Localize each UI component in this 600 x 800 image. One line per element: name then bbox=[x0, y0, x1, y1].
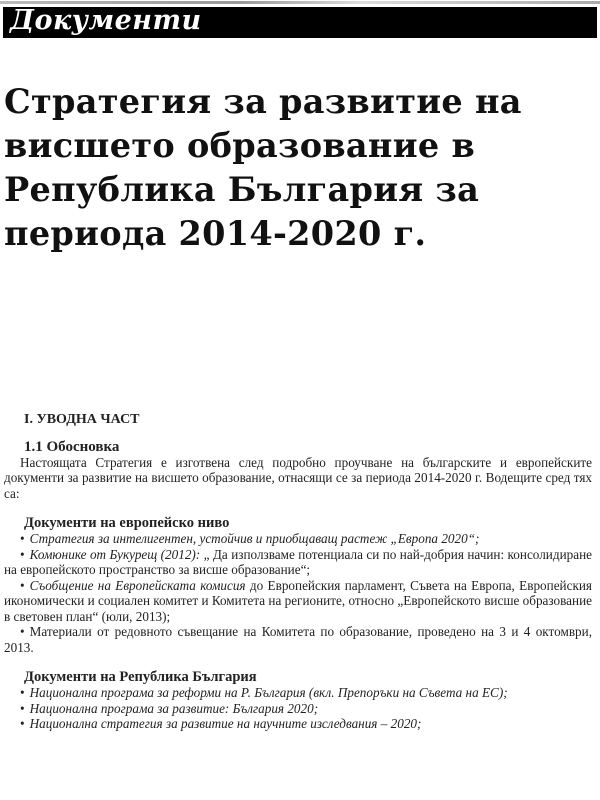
bulgarian-documents-heading: Документи на Република България bbox=[24, 669, 257, 685]
bullet-icon: • bbox=[20, 546, 25, 562]
bullet-icon: • bbox=[20, 624, 25, 639]
european-documents-heading: Документи на европейско ниво bbox=[24, 515, 230, 531]
list-item: • Съобщение на Европейската комисия до Европейския парламент, Съвета на Европа, Европейския икономически и социален комитет и Комитета на регионите, относно „Европейското висше образование в световен план“ (юли, 2013); bbox=[4, 577, 592, 624]
document-body bbox=[4, 412, 592, 732]
bullet-icon: • bbox=[20, 685, 25, 700]
top-rule bbox=[0, 1, 600, 4]
title-line: периода 2014-2020 г. bbox=[4, 214, 427, 253]
list-item: • Национална програма за развитие: България 2020; bbox=[20, 700, 319, 716]
list-item: • Национална стратегия за развитие на научните изследвания – 2020; bbox=[20, 716, 422, 731]
section-label: Документи bbox=[10, 5, 202, 36]
list-item: • Стратегия за интелигентен, устойчив и приобщаващ растеж „Европа 2020“; bbox=[20, 531, 480, 546]
bullet-icon: • bbox=[20, 531, 25, 546]
title-line: Република България за bbox=[4, 170, 480, 209]
subsection-heading: 1.1 Обосновка bbox=[24, 438, 120, 455]
intro-paragraph: Настоящата Стратегия е изготвена след подробно проучване на българските и европейските документи за развитие на висшето образование, отнасящи се за периода 2014-2020 г. Водещите сред тях са: bbox=[4, 454, 592, 501]
bullet-icon: • bbox=[20, 716, 25, 731]
bullet-icon: • bbox=[20, 577, 25, 593]
list-item: • Национална програма за реформи на Р. България (вкл. Препоръки на Съвета на ЕС); bbox=[20, 685, 508, 700]
section-header-bar bbox=[3, 7, 597, 38]
list-item: • Комюнике от Букурещ (2012): „ Да използваме потенциала си по най-добрия начин: консолидиране на европейското пространство за висше образование“; bbox=[4, 546, 592, 577]
list-item: • Материали от редовното съвещание на Комитета по образование, проведено на 3 и 4 октомври, 2013. bbox=[4, 624, 592, 655]
document-title bbox=[4, 80, 594, 256]
title-line: висшето образование в bbox=[4, 126, 476, 165]
title-line: Стратегия за развитие на bbox=[4, 82, 522, 121]
part-heading: I. УВОДНА ЧАСТ bbox=[24, 412, 140, 427]
bullet-icon: • bbox=[20, 700, 25, 716]
